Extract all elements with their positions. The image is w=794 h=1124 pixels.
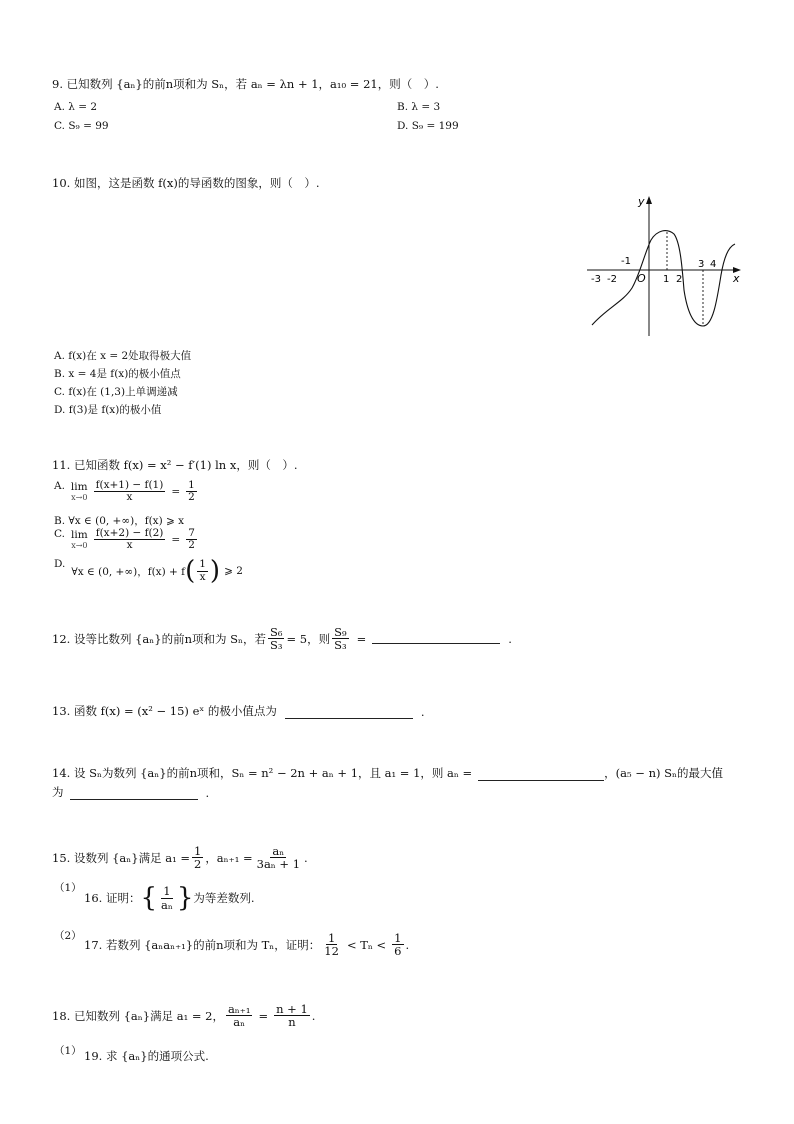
q15-part1-fraction — [159, 885, 175, 910]
numerator: 1 — [193, 844, 202, 858]
q11-c-fraction — [94, 528, 166, 551]
q18-part1: 19. 求 {aₙ}的通项公式. — [84, 1049, 209, 1063]
q10-option-d[interactable]: D. f(3)是 f(x)的极小值 — [54, 404, 162, 416]
q15-part2-end: . — [405, 937, 410, 952]
q12-answer-blank[interactable] — [372, 633, 500, 644]
derivative-graph — [585, 190, 745, 340]
q15-part2-mid: < Tₙ < — [346, 937, 387, 952]
q11-stem: 11. 已知函数 f(x) = x² − f′(1) ln x，则（ ）. — [52, 458, 298, 472]
q14-line2 — [52, 784, 209, 800]
numerator: S₉ — [334, 625, 347, 639]
q18-fraction-2 — [274, 1003, 310, 1028]
lim-sub: x→0 — [71, 493, 88, 503]
q15-part2-text-a: 17. 若数列 {aₙaₙ₊₁}的前n项和为 Tₙ，证明： — [84, 937, 321, 952]
q14-text: 14. 设 Sₙ为数列 {aₙ}的前n项和，Sₙ = n² − 2n + aₙ + 1，且 a₁ = 1，则 aₙ = — [52, 766, 473, 780]
numerator: S₆ — [269, 625, 283, 639]
q11-c-rhs — [186, 528, 197, 551]
q11-option-c[interactable]: C. lim x→0 $\frac{f(x+2) - f(2)}{x}$ = $\frac{7}{2}$ — [54, 527, 195, 552]
q13-answer-blank[interactable] — [285, 708, 413, 719]
q15-fraction-2 — [255, 845, 302, 870]
q18-end: . — [311, 1008, 316, 1023]
denominator: S₃ — [269, 638, 283, 653]
numerator: 1 — [188, 479, 195, 491]
numerator: 7 — [188, 527, 195, 539]
denominator: n — [288, 1015, 296, 1030]
q11-option-b[interactable]: B. ∀x ∈ (0, +∞)，f(x) ⩾ x — [54, 515, 185, 527]
q12-end: . — [508, 631, 512, 646]
q15-part2-fraction-1 — [322, 932, 341, 957]
q12-fraction-2 — [332, 626, 349, 651]
denominator: 6 — [394, 944, 402, 959]
q18-fraction-1 — [226, 1003, 253, 1028]
q15-text-b: ，aₙ₊₁ = — [205, 850, 253, 865]
lim-word: lim — [71, 529, 88, 542]
q14-stem — [52, 765, 723, 781]
q10-stem: 10. 如图，这是函数 f(x)的导函数的图象，则（ ）. — [52, 176, 320, 190]
denominator: 2 — [188, 539, 195, 552]
tick-label-3: 3 — [698, 259, 705, 270]
q15-part1: 16. 证明： { $\frac{1}{\text{aₙ}}$ } 为等差数列. — [84, 883, 255, 913]
denominator: aₙ — [161, 897, 173, 912]
q14-end: . — [205, 786, 210, 800]
q11-option-a[interactable]: A. lim x→0 $\frac{f(x+1) - f(1)}{x}$ = $\frac{1}{2}$ — [54, 479, 195, 504]
numerator: aₙ₊₁ — [227, 1002, 251, 1016]
denominator: 2 — [188, 491, 195, 504]
q18-part1-number: （1） — [54, 1045, 82, 1057]
denominator: x — [199, 570, 206, 583]
q11-a-rhs — [186, 480, 197, 503]
tick-label-m2: -2 — [607, 274, 617, 285]
y-label: y — [638, 195, 645, 208]
q12-text-mid: = 5，则 — [286, 631, 331, 646]
q15-end: . — [304, 850, 308, 865]
q15-text-a: 15. 设数列 {aₙ}满足 a₁ = — [52, 850, 190, 865]
q15-part1-number: （1） — [54, 882, 82, 894]
numerator: 1 — [327, 931, 336, 945]
q11-c-prefix: C. — [54, 528, 65, 540]
lim-sub: x→0 — [71, 541, 88, 551]
q14-line2-text: 为 — [52, 785, 64, 799]
q14-answer-blank-1[interactable] — [478, 770, 604, 781]
tick-labels-neg: -3 — [591, 274, 601, 285]
q15-fraction-1 — [192, 845, 203, 870]
q12-stem — [52, 626, 512, 651]
q14-answer-blank-2[interactable] — [70, 789, 198, 800]
denominator: x — [126, 539, 133, 552]
numerator: 1 — [163, 884, 171, 899]
tick-label-2: 2 — [676, 274, 683, 285]
numerator: n + 1 — [276, 1002, 308, 1016]
origin-label: O — [637, 272, 646, 285]
q12-eq: = — [356, 631, 367, 646]
q9-option-b[interactable]: B. λ = 3 — [397, 101, 441, 113]
q9-option-c[interactable]: C. S₉ = 99 — [54, 120, 109, 132]
q18-text-a: 18. 已知数列 {aₙ}满足 a₁ = 2， — [52, 1008, 224, 1023]
q11-d-fraction — [197, 559, 208, 582]
q11-option-d[interactable]: D. ∀x ∈ (0, +∞)，f(x) + f ( $\frac{1}{x}$ ) ⩾ 2 — [54, 556, 243, 586]
q15-stem — [52, 845, 308, 870]
q15-part1-text-b: 为等差数列. — [193, 891, 255, 905]
q14-mid: ，(a₅ − n) Sₙ的最大值 — [604, 766, 723, 780]
q11-a-prefix: A. — [54, 480, 65, 492]
q10-option-a[interactable]: A. f(x)在 x = 2处取得极大值 — [54, 350, 192, 362]
denominator: x — [126, 491, 133, 504]
tick-label-1: 1 — [663, 274, 670, 285]
numerator: aₙ — [272, 844, 285, 858]
q13-text: 13. 函数 f(x) = (x² − 15) eˣ 的极小值点为 — [52, 704, 277, 718]
lim-word: lim — [70, 481, 88, 494]
denominator: S₃ — [334, 638, 347, 653]
q15-part1-text-a: 16. 证明： — [84, 891, 141, 905]
tick-label-m1: -1 — [621, 256, 631, 267]
q12-text-a: 12. 设等比数列 {aₙ}的前n项和为 Sₙ，若 — [52, 631, 266, 646]
x-label: x — [733, 272, 740, 285]
q11-d-prefix: D. — [54, 558, 66, 570]
denominator: 12 — [324, 944, 339, 959]
q13-stem — [52, 703, 425, 719]
q15-part2-fraction-2 — [392, 932, 403, 957]
q15-part2-number: （2） — [54, 930, 82, 942]
q10-option-c[interactable]: C. f(x)在 (1,3)上单调递减 — [54, 386, 178, 398]
tick-label-4: 4 — [710, 259, 717, 270]
q11-a-fraction — [94, 480, 166, 503]
q11-a-limit — [71, 481, 88, 502]
numerator: 1 — [199, 558, 206, 571]
q9-option-d[interactable]: D. S₉ = 199 — [397, 120, 459, 132]
y-axis-arrow-icon — [646, 196, 652, 204]
q9-stem: 9. 已知数列 {aₙ}的前n项和为 Sₙ，若 aₙ = λn + 1，a₁₀ = 21，则（ ）. — [52, 77, 439, 91]
q15-part2 — [84, 932, 409, 957]
denominator: aₙ — [233, 1015, 246, 1030]
q11-c-limit — [71, 529, 88, 550]
numerator: 1 — [394, 931, 402, 945]
q11-d-body: ∀x ∈ (0, +∞)，f(x) + f — [71, 565, 186, 578]
q18-stem — [52, 1003, 315, 1028]
q12-fraction-1 — [268, 626, 285, 651]
q18-eq: = — [258, 1008, 269, 1023]
denominator: 3aₙ + 1 — [256, 857, 301, 872]
numerator: f(x+1) − f(1) — [95, 479, 164, 491]
q13-end: . — [420, 705, 425, 719]
q11-d-tail: ⩾ 2 — [224, 565, 243, 577]
numerator: f(x+2) − f(2) — [95, 527, 164, 539]
q9-option-a[interactable]: A. λ = 2 — [54, 101, 98, 113]
denominator: 2 — [193, 857, 202, 872]
q10-option-b[interactable]: B. x = 4是 f(x)的极小值点 — [54, 368, 181, 380]
